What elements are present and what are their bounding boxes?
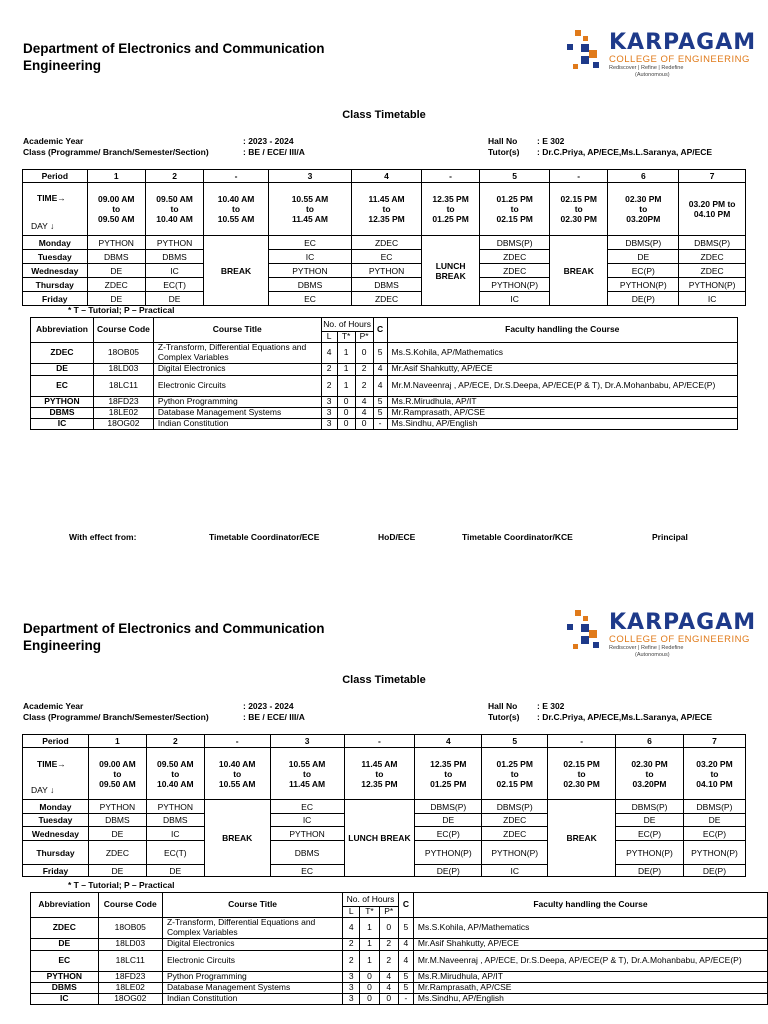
hall-label: Hall No [488, 701, 518, 711]
logo-name: KARPAGAM [609, 30, 757, 55]
slot-cell: DE [683, 814, 745, 827]
header-cell: 6 [608, 170, 679, 183]
logo-tagline: Rediscover | Refine | Redefine [609, 645, 684, 651]
slot-cell: ZDEC [352, 236, 422, 250]
credits-header: C [373, 318, 387, 343]
slot-cell: PYTHON(P) [683, 841, 745, 865]
day-label: DAY ↓ [31, 785, 55, 795]
logo-tagline: Rediscover | Refine | Redefine [609, 65, 684, 71]
slot-cell: IC [268, 250, 351, 264]
slot-cell: DE [87, 292, 145, 306]
logo-mark-icon [563, 610, 607, 654]
slot-cell: DBMS(P) [679, 236, 746, 250]
slot-cell: DBMS(P) [480, 236, 550, 250]
day-row [23, 264, 746, 278]
course-row: PYTHON 18FD23 Python Programming 3 0 4 5 Ms.R.Mirudhula, AP/IT [31, 971, 768, 982]
t-header: T* [360, 907, 379, 918]
header-cell: 3 [270, 735, 344, 748]
slot-cell: DE [88, 865, 146, 877]
class-label: Class (Programme/ Branch/Semester/Section) [23, 712, 209, 722]
day-label: DAY ↓ [31, 221, 55, 231]
time-cell: 09.00 AM to 09.50 AM [87, 183, 145, 236]
slot-cell: EC(T) [146, 841, 204, 865]
logo-autonomous: (Autonomous) [635, 72, 670, 78]
p-header: P* [355, 332, 373, 343]
time-cell: 10.40 AM to 10.55 AM [204, 183, 269, 236]
header-cell: 7 [679, 170, 746, 183]
slot-cell: ZDEC [352, 292, 422, 306]
header-cell: 6 [616, 735, 684, 748]
course-row: DBMS 18LE02 Database Management Systems 3 0 4 5 Mr.Ramprasath, AP/CSE [31, 407, 738, 418]
tutor-value: : Dr.C.Priya, AP/ECE,Ms.L.Saranya, AP/ECE [537, 712, 713, 722]
header-cell: - [344, 735, 415, 748]
lunch-break-cell: LUNCH BREAK [421, 236, 479, 306]
header-cell: 3 [268, 170, 351, 183]
time-cell: 10.40 AM to 10.55 AM [204, 748, 270, 800]
time-cell: 12.35 PM to 01.25 PM [415, 748, 482, 800]
timetable-table [22, 734, 746, 877]
header-cell: - [204, 170, 269, 183]
slot-cell: EC [270, 865, 344, 877]
l-header: L [343, 907, 360, 918]
abbr-header: Abbreviation [31, 318, 94, 343]
tutor-value: : Dr.C.Priya, AP/ECE,Ms.L.Saranya, AP/ECE [537, 147, 713, 157]
slot-cell: PYTHON [88, 800, 146, 814]
tutor-label: Tutor(s) [488, 147, 520, 157]
slot-cell: DBMS [352, 278, 422, 292]
slot-cell: DE [415, 814, 482, 827]
slot-cell: PYTHON(P) [616, 841, 684, 865]
slot-cell: PYTHON [268, 264, 351, 278]
time-cell: 01.25 PM to 02.15 PM [482, 748, 548, 800]
slot-cell: DBMS [270, 841, 344, 865]
effect-from-label: With effect from: [69, 532, 137, 542]
slot-cell: EC(P) [616, 827, 684, 841]
time-cell: 09.00 AM to 09.50 AM [88, 748, 146, 800]
day-name: Thursday [23, 841, 89, 865]
time-cell: 09.50 AM to 10.40 AM [146, 748, 204, 800]
slot-cell: DBMS(P) [415, 800, 482, 814]
time-day-cell [23, 748, 89, 800]
break-cell: BREAK [548, 800, 616, 877]
slot-cell: DE [145, 292, 203, 306]
legend-note: * T – Tutorial; P – Practical [68, 880, 175, 890]
slot-cell: ZDEC [88, 841, 146, 865]
l-header: L [321, 332, 337, 343]
header-cell: 4 [415, 735, 482, 748]
header-cell: 2 [145, 170, 203, 183]
course-header-row [31, 318, 738, 332]
time-row [23, 183, 746, 236]
slot-cell: DBMS [87, 250, 145, 264]
day-row [23, 278, 746, 292]
logo-autonomous: (Autonomous) [635, 652, 670, 658]
t-header: T* [337, 332, 355, 343]
day-name: Friday [23, 865, 89, 877]
college-logo [563, 610, 757, 660]
header-cell: 1 [87, 170, 145, 183]
slot-cell: DE [616, 814, 684, 827]
faculty-header: Faculty handling the Course [387, 318, 737, 343]
course-row: ZDEC 18OB05 Z-Transform, Differential Equations and Complex Variables 4 1 0 5 Ms.S.Kohila, AP/Mathematics [31, 342, 738, 363]
slot-cell: IC [679, 292, 746, 306]
faculty-header: Faculty handling the Course [413, 893, 767, 918]
logo-mark-icon [563, 30, 607, 74]
day-name: Tuesday [23, 814, 89, 827]
slot-cell: EC(P) [683, 827, 745, 841]
principal-signature: Principal [652, 532, 688, 542]
slot-cell: IC [482, 865, 548, 877]
break-cell: BREAK [204, 236, 269, 306]
slot-cell: PYTHON(P) [679, 278, 746, 292]
day-row [23, 292, 746, 306]
time-cell: 09.50 AM to 10.40 AM [145, 183, 203, 236]
slot-cell: IC [145, 264, 203, 278]
slot-cell: DE(P) [415, 865, 482, 877]
time-cell: 10.55 AM to 11.45 AM [270, 748, 344, 800]
course-table [30, 892, 768, 1005]
slot-cell: DBMS [268, 278, 351, 292]
slot-cell: DBMS [88, 814, 146, 827]
timetable-title: Class Timetable [342, 109, 426, 121]
code-header: Course Code [98, 893, 162, 918]
course-row: EC 18LC11 Electronic Circuits 2 1 2 4 Mr.M.Naveenraj , AP/ECE, Dr.S.Deepa, AP/ECE(P & T), Dr.A.Mohanbabu, AP/ECE(P) [31, 375, 738, 396]
day-row [23, 800, 746, 814]
header-cell: 5 [482, 735, 548, 748]
period-header-row [23, 735, 746, 748]
class-label: Class (Programme/ Branch/Semester/Section) [23, 147, 209, 157]
course-row: IC 18OG02 Indian Constitution 3 0 0 - Ms.Sindhu, AP/English [31, 993, 768, 1004]
slot-cell: DE(P) [608, 292, 679, 306]
header-cell: Period [23, 170, 88, 183]
slot-cell: DBMS [145, 250, 203, 264]
class-value: : BE / ECE/ III/A [243, 712, 305, 722]
coordinator-kce-signature: Timetable Coordinator/KCE [462, 532, 573, 542]
slot-cell: EC [268, 236, 351, 250]
p-header: P* [379, 907, 398, 918]
time-cell: 11.45 AM to 12.35 PM [344, 748, 415, 800]
slot-cell: EC [270, 800, 344, 814]
course-row: ZDEC 18OB05 Z-Transform, Differential Equations and Complex Variables 4 1 0 5 Ms.S.Kohila, AP/Mathematics [31, 917, 768, 938]
abbr-header: Abbreviation [31, 893, 99, 918]
time-cell: 03.20 PM to 04.10 PM [679, 183, 746, 236]
slot-cell: DBMS(P) [616, 800, 684, 814]
header-cell: 1 [88, 735, 146, 748]
course-header-row [31, 893, 768, 907]
header-cell: - [204, 735, 270, 748]
header-cell: - [421, 170, 479, 183]
slot-cell: PYTHON [352, 264, 422, 278]
logo-subtitle: COLLEGE OF ENGINEERING [609, 54, 750, 65]
hours-header: No. of Hours [343, 893, 399, 907]
day-name: Monday [23, 236, 88, 250]
course-row: DE 18LD03 Digital Electronics 2 1 2 4 Mr.Asif Shahkutty, AP/ECE [31, 938, 768, 950]
title-header: Course Title [153, 318, 321, 343]
header-cell: - [548, 735, 616, 748]
slot-cell: DBMS [146, 814, 204, 827]
time-cell: 10.55 AM to 11.45 AM [268, 183, 351, 236]
slot-cell: DE [88, 827, 146, 841]
day-row [23, 236, 746, 250]
slot-cell: DE [146, 865, 204, 877]
break-cell: BREAK [204, 800, 270, 877]
hall-label: Hall No [488, 136, 518, 146]
title-header: Course Title [162, 893, 342, 918]
time-day-cell [23, 183, 88, 236]
class-value: : BE / ECE/ III/A [243, 147, 305, 157]
code-header: Course Code [93, 318, 153, 343]
hours-header: No. of Hours [321, 318, 373, 332]
day-name: Wednesday [23, 827, 89, 841]
slot-cell: IC [270, 814, 344, 827]
slot-cell: DBMS(P) [683, 800, 745, 814]
course-table [30, 317, 738, 430]
slot-cell: PYTHON [87, 236, 145, 250]
slot-cell: PYTHON [270, 827, 344, 841]
time-cell: 02.30 PM to 03.20PM [608, 183, 679, 236]
logo-subtitle: COLLEGE OF ENGINEERING [609, 634, 750, 645]
logo-name: KARPAGAM [609, 610, 757, 635]
slot-cell: IC [480, 292, 550, 306]
header-cell: 5 [480, 170, 550, 183]
time-cell: 03.20 PM to 04.10 PM [683, 748, 745, 800]
time-row [23, 748, 746, 800]
time-cell: 01.25 PM to 02.15 PM [480, 183, 550, 236]
slot-cell: PYTHON(P) [608, 278, 679, 292]
slot-cell: PYTHON(P) [480, 278, 550, 292]
course-row: EC 18LC11 Electronic Circuits 2 1 2 4 Mr.M.Naveenraj , AP/ECE, Dr.S.Deepa, AP/ECE(P & T), Dr.A.Mohanbabu, AP/ECE(P) [31, 950, 768, 971]
credits-header: C [398, 893, 413, 918]
time-cell: 02.15 PM to 02.30 PM [548, 748, 616, 800]
slot-cell: DBMS(P) [482, 800, 548, 814]
course-row: DBMS 18LE02 Database Management Systems 3 0 4 5 Mr.Ramprasath, AP/CSE [31, 982, 768, 993]
time-label: TIME→ [37, 759, 66, 769]
header-cell: - [550, 170, 608, 183]
day-name: Thursday [23, 278, 88, 292]
academic-year-value: : 2023 - 2024 [243, 701, 294, 711]
header-cell: 2 [146, 735, 204, 748]
timetable-title: Class Timetable [342, 674, 426, 686]
slot-cell: EC(T) [145, 278, 203, 292]
time-cell: 02.30 PM to 03.20PM [616, 748, 684, 800]
slot-cell: EC(P) [608, 264, 679, 278]
slot-cell: DE(P) [683, 865, 745, 877]
academic-year-label: Academic Year [23, 136, 84, 146]
time-cell: 11.45 AM to 12.35 PM [352, 183, 422, 236]
slot-cell: PYTHON(P) [482, 841, 548, 865]
department-title: Department of Electronics and Communication Engineering [23, 621, 325, 653]
slot-cell: ZDEC [679, 264, 746, 278]
slot-cell: ZDEC [480, 250, 550, 264]
slot-cell: ZDEC [679, 250, 746, 264]
timetable-table [22, 169, 746, 306]
academic-year-label: Academic Year [23, 701, 84, 711]
slot-cell: EC(P) [415, 827, 482, 841]
slot-cell: DE [608, 250, 679, 264]
header-cell: 7 [683, 735, 745, 748]
department-title: Department of Electronics and Communication Engineering [23, 41, 325, 73]
header-cell: 4 [352, 170, 422, 183]
day-row [23, 250, 746, 264]
course-row: IC 18OG02 Indian Constitution 3 0 0 - Ms.Sindhu, AP/English [31, 418, 738, 429]
day-name: Wednesday [23, 264, 88, 278]
hod-signature: HoD/ECE [378, 532, 416, 542]
slot-cell: DE(P) [616, 865, 684, 877]
day-name: Monday [23, 800, 89, 814]
slot-cell: ZDEC [482, 827, 548, 841]
coordinator-ece-signature: Timetable Coordinator/ECE [209, 532, 320, 542]
slot-cell: DBMS(P) [608, 236, 679, 250]
time-cell: 12.35 PM to 01.25 PM [421, 183, 479, 236]
course-row: PYTHON 18FD23 Python Programming 3 0 4 5 Ms.R.Mirudhula, AP/IT [31, 396, 738, 407]
day-name: Friday [23, 292, 88, 306]
slot-cell: PYTHON [146, 800, 204, 814]
hall-value: : E 302 [537, 136, 565, 146]
slot-cell: DE [87, 264, 145, 278]
slot-cell: ZDEC [87, 278, 145, 292]
time-cell: 02.15 PM to 02.30 PM [550, 183, 608, 236]
course-row: DE 18LD03 Digital Electronics 2 1 2 4 Mr.Asif Shahkutty, AP/ECE [31, 363, 738, 375]
break-cell: BREAK [550, 236, 608, 306]
slot-cell: ZDEC [482, 814, 548, 827]
legend-note: * T – Tutorial; P – Practical [68, 305, 175, 315]
college-logo [563, 30, 757, 80]
slot-cell: EC [352, 250, 422, 264]
period-header-row [23, 170, 746, 183]
academic-year-value: : 2023 - 2024 [243, 136, 294, 146]
slot-cell: PYTHON(P) [415, 841, 482, 865]
slot-cell: PYTHON [145, 236, 203, 250]
slot-cell: EC [268, 292, 351, 306]
day-name: Tuesday [23, 250, 88, 264]
header-cell: Period [23, 735, 89, 748]
slot-cell: IC [146, 827, 204, 841]
hall-value: : E 302 [537, 701, 565, 711]
slot-cell: ZDEC [480, 264, 550, 278]
lunch-break-cell: LUNCH BREAK [344, 800, 415, 877]
time-label: TIME→ [37, 193, 66, 203]
tutor-label: Tutor(s) [488, 712, 520, 722]
